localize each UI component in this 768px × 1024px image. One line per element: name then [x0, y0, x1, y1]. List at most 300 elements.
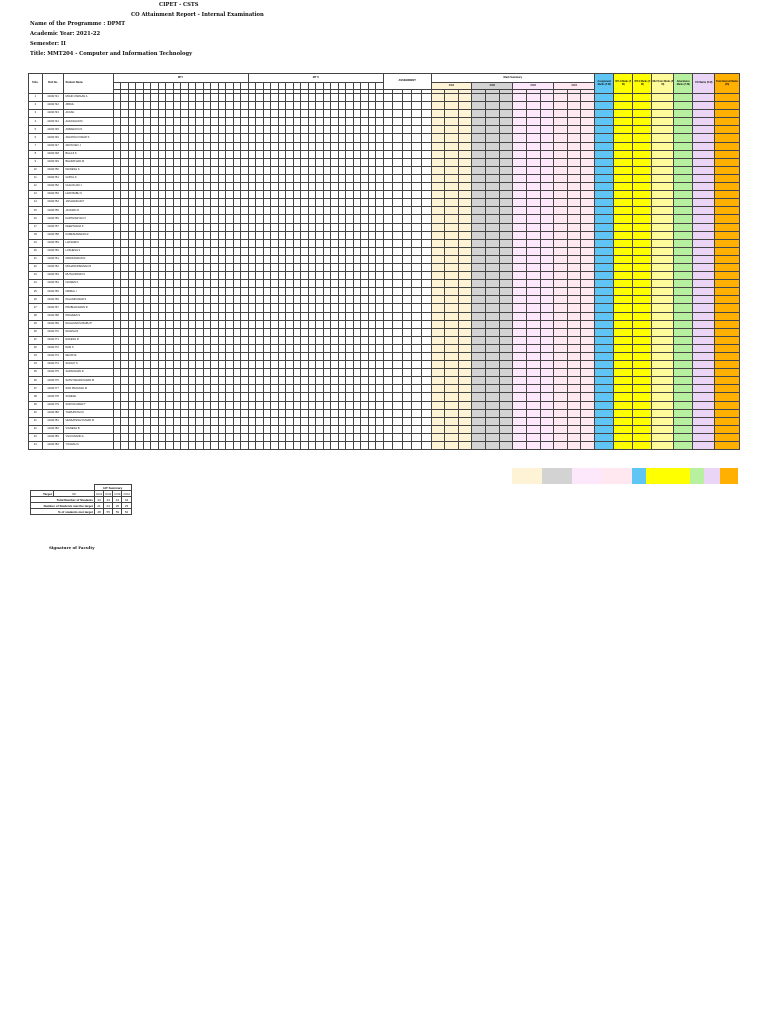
mark-cell	[241, 344, 249, 352]
mark-cell	[338, 174, 346, 182]
mark-cell	[188, 433, 196, 441]
mark-cell	[233, 353, 241, 361]
summary-cell	[540, 401, 554, 409]
mark-cell	[368, 272, 376, 280]
final-mark-cell	[693, 296, 715, 304]
mark-cell	[331, 401, 339, 409]
final-mark-cell	[614, 126, 633, 134]
mark-cell	[331, 102, 339, 110]
mark-cell	[158, 353, 166, 361]
summary-cell	[513, 433, 527, 441]
summary-cell	[486, 223, 500, 231]
mark-cell	[393, 296, 403, 304]
question-number-header	[113, 83, 121, 90]
student-name-cell: PRABHAKARAN R	[64, 304, 113, 312]
mark-cell	[368, 134, 376, 142]
mark-cell	[158, 199, 166, 207]
mark-cell	[301, 126, 309, 134]
mark-cell	[361, 118, 369, 126]
mark-cell	[263, 158, 271, 166]
mark-cell	[121, 223, 129, 231]
mark-cell	[346, 126, 354, 134]
mark-cell	[158, 417, 166, 425]
summary-cell	[554, 288, 568, 296]
mark-cell	[301, 417, 309, 425]
mark-cell	[323, 272, 331, 280]
mark-cell	[393, 369, 403, 377]
question-number-header	[376, 83, 384, 90]
summary-cell	[472, 312, 486, 320]
final-mark-cell	[652, 94, 674, 102]
sno-cell: 40	[29, 409, 43, 417]
summary-cell	[499, 142, 513, 150]
mark-cell	[301, 433, 309, 441]
mark-cell	[136, 247, 144, 255]
mark-cell	[173, 191, 181, 199]
mark-cell	[248, 199, 256, 207]
mark-cell	[323, 191, 331, 199]
summary-cell	[431, 361, 445, 369]
final-mark-cell	[693, 255, 715, 263]
mark-cell	[226, 433, 234, 441]
mark-cell	[383, 126, 393, 134]
mark-cell	[293, 344, 301, 352]
summary-cell	[431, 110, 445, 118]
mark-cell	[323, 280, 331, 288]
mark-cell	[271, 231, 279, 239]
mark-cell	[412, 288, 422, 296]
mark-cell	[331, 94, 339, 102]
mark-cell	[121, 215, 129, 223]
mark-cell	[383, 288, 393, 296]
mark-cell	[196, 231, 204, 239]
summary-cell	[526, 158, 540, 166]
mark-cell	[353, 280, 361, 288]
mark-cell	[173, 231, 181, 239]
summary-cell	[554, 158, 568, 166]
mark-cell	[211, 304, 219, 312]
mark-cell	[211, 110, 219, 118]
roll-cell: 41021778	[42, 393, 64, 401]
final-mark-cell	[674, 142, 693, 150]
final-mark-cell	[633, 272, 652, 280]
mark-cell	[173, 247, 181, 255]
mark-cell	[143, 239, 151, 247]
mark-cell	[331, 118, 339, 126]
mark-cell	[316, 312, 324, 320]
mark-cell	[346, 134, 354, 142]
summary-cell: 52	[122, 509, 131, 515]
summary-cell	[458, 247, 472, 255]
mark-cell	[188, 320, 196, 328]
mid-term-header: Mid Term Marks (5 M)	[652, 74, 674, 94]
mark-cell	[151, 433, 159, 441]
table-row	[29, 361, 740, 369]
table-row	[29, 320, 740, 328]
mark-cell	[188, 118, 196, 126]
question-number-header	[188, 83, 196, 90]
mark-cell	[316, 272, 324, 280]
final-mark-cell	[674, 247, 693, 255]
mark-cell	[113, 288, 121, 296]
mark-cell	[278, 409, 286, 417]
mark-cell	[301, 191, 309, 199]
mark-cell	[293, 425, 301, 433]
summary-cell	[554, 336, 568, 344]
final-mark-cell	[693, 126, 715, 134]
mark-cell	[158, 385, 166, 393]
final-mark-cell	[633, 166, 652, 174]
mark-cell	[331, 377, 339, 385]
summary-cell	[458, 118, 472, 126]
mark-cell	[286, 409, 294, 417]
summary-cell	[486, 183, 500, 191]
mark-cell	[173, 118, 181, 126]
question-number-header	[338, 83, 346, 90]
summary-cell	[526, 288, 540, 296]
mark-cell	[278, 401, 286, 409]
table-row	[29, 126, 740, 134]
mark-cell	[316, 280, 324, 288]
mark-cell	[113, 361, 121, 369]
mark-cell	[316, 353, 324, 361]
mark-cell	[113, 102, 121, 110]
mark-cell	[181, 247, 189, 255]
sno-cell: 32	[29, 344, 43, 352]
mark-cell	[233, 280, 241, 288]
mark-cell	[233, 320, 241, 328]
mark-cell	[323, 385, 331, 393]
mark-cell	[393, 191, 403, 199]
summary-cell	[472, 336, 486, 344]
mark-cell	[211, 344, 219, 352]
final-mark-cell	[652, 158, 674, 166]
mark-cell	[393, 231, 403, 239]
mark-cell	[181, 377, 189, 385]
mark-cell	[248, 417, 256, 425]
final-mark-cell	[595, 442, 614, 450]
mark-cell	[248, 336, 256, 344]
mark-cell	[181, 263, 189, 271]
question-number-header	[136, 83, 144, 90]
mark-cell	[136, 239, 144, 247]
mark-cell	[241, 183, 249, 191]
summary-cell	[567, 126, 581, 134]
summary-cell	[486, 150, 500, 158]
final-mark-cell	[674, 207, 693, 215]
mark-cell	[121, 183, 129, 191]
student-name-cell: ARUN DEV J	[64, 142, 113, 150]
mark-cell	[293, 150, 301, 158]
mark-cell	[256, 263, 264, 271]
summary-cell	[458, 288, 472, 296]
mark-cell	[248, 207, 256, 215]
mark-cell	[376, 296, 384, 304]
final-mark-cell	[652, 174, 674, 182]
mark-cell	[271, 385, 279, 393]
summary-cell	[458, 442, 472, 450]
mark-cell	[346, 231, 354, 239]
mark-cell	[211, 272, 219, 280]
mark-cell	[346, 166, 354, 174]
sno-cell: 42	[29, 425, 43, 433]
mark-cell	[346, 215, 354, 223]
mark-cell	[113, 369, 121, 377]
summary-cell	[486, 255, 500, 263]
mark-cell	[361, 296, 369, 304]
mark-cell	[143, 280, 151, 288]
final-mark-cell	[652, 328, 674, 336]
mark-cell	[136, 353, 144, 361]
final-mark-cell	[614, 191, 633, 199]
final-mark-cell	[693, 223, 715, 231]
mark-cell	[421, 280, 431, 288]
summary-cell	[472, 417, 486, 425]
table-row	[29, 134, 740, 142]
summary-cell	[445, 231, 459, 239]
mark-cell	[241, 239, 249, 247]
mark-cell	[256, 110, 264, 118]
summary-cell	[554, 409, 568, 417]
mark-cell	[323, 263, 331, 271]
mark-cell	[331, 223, 339, 231]
final-mark-cell	[674, 385, 693, 393]
mark-cell	[271, 126, 279, 134]
summary-cell	[540, 199, 554, 207]
mark-cell	[402, 158, 412, 166]
mark-cell	[203, 191, 211, 199]
mark-cell	[293, 320, 301, 328]
final-mark-cell	[652, 296, 674, 304]
mark-cell	[113, 199, 121, 207]
final-mark-cell	[652, 183, 674, 191]
final-mark-cell	[674, 263, 693, 271]
summary-cell	[540, 353, 554, 361]
mark-cell	[151, 328, 159, 336]
final-mark-cell	[614, 110, 633, 118]
summary-cell	[567, 280, 581, 288]
mark-cell	[338, 215, 346, 223]
summary-cell	[499, 433, 513, 441]
final-mark-cell	[674, 118, 693, 126]
summary-cell	[526, 272, 540, 280]
summary-cell	[526, 215, 540, 223]
mark-cell	[121, 207, 129, 215]
mark-cell	[293, 304, 301, 312]
final-mark-cell	[595, 353, 614, 361]
mark-cell	[376, 183, 384, 191]
summary-cell	[540, 442, 554, 450]
mark-cell	[301, 255, 309, 263]
roll-cell: 41021774	[42, 361, 64, 369]
mark-cell	[393, 102, 403, 110]
mark-cell	[402, 304, 412, 312]
mark-cell	[143, 304, 151, 312]
roll-cell: 41021767	[42, 304, 64, 312]
mark-cell	[278, 94, 286, 102]
final-mark-cell	[614, 369, 633, 377]
summary-cell	[486, 158, 500, 166]
summary-cell	[581, 312, 595, 320]
mark-cell	[181, 207, 189, 215]
mark-cell	[361, 110, 369, 118]
mark-cell	[421, 134, 431, 142]
summary-cell	[431, 409, 445, 417]
summary-cell	[540, 280, 554, 288]
mark-cell	[323, 409, 331, 417]
co-marks-header: CO Marks (5 M)	[693, 74, 715, 94]
summary-cell	[431, 126, 445, 134]
mark-cell	[211, 336, 219, 344]
summary-cell	[458, 207, 472, 215]
final-mark-cell	[595, 377, 614, 385]
mark-cell	[196, 239, 204, 247]
final-mark-cell	[674, 344, 693, 352]
final-mark-cell	[595, 174, 614, 182]
mark-cell	[121, 255, 129, 263]
mark-cell	[368, 425, 376, 433]
mark-cell	[263, 425, 271, 433]
summary-cell	[499, 377, 513, 385]
summary-cell	[431, 304, 445, 312]
summary-cell	[472, 263, 486, 271]
mark-cell	[271, 312, 279, 320]
roll-cell: 41021747	[42, 142, 64, 150]
mark-cell	[346, 272, 354, 280]
mark-cell	[241, 255, 249, 263]
summary-cell	[458, 280, 472, 288]
mark-cell	[353, 223, 361, 231]
mark-cell	[143, 312, 151, 320]
mark-cell	[368, 102, 376, 110]
mark-cell	[158, 336, 166, 344]
mark-cell	[128, 288, 136, 296]
mark-cell	[113, 385, 121, 393]
mark-cell	[136, 272, 144, 280]
summary-cell	[513, 158, 527, 166]
final-mark-cell	[652, 272, 674, 280]
mark-cell	[203, 102, 211, 110]
mark-cell	[136, 231, 144, 239]
mark-cell	[166, 361, 174, 369]
mark-cell	[421, 247, 431, 255]
mark-cell	[151, 312, 159, 320]
mark-cell	[173, 215, 181, 223]
question-number-header	[323, 83, 331, 90]
sno-cell: 10	[29, 166, 43, 174]
final-mark-cell	[614, 223, 633, 231]
summary-cell	[458, 361, 472, 369]
mark-cell	[181, 142, 189, 150]
mark-cell	[402, 166, 412, 174]
summary-cell	[526, 296, 540, 304]
summary-cell	[445, 126, 459, 134]
mark-cell	[121, 312, 129, 320]
mark-cell	[323, 126, 331, 134]
final-mark-cell	[633, 377, 652, 385]
summary-cell	[526, 361, 540, 369]
mark-cell	[323, 223, 331, 231]
summary-cell	[445, 142, 459, 150]
mark-cell	[233, 183, 241, 191]
summary-cell	[472, 255, 486, 263]
final-mark-cell	[633, 110, 652, 118]
mark-cell	[316, 377, 324, 385]
mark-cell	[278, 102, 286, 110]
summary-cell	[540, 385, 554, 393]
mark-cell	[188, 223, 196, 231]
summary-cell	[526, 425, 540, 433]
question-number-header	[151, 83, 159, 90]
final-mark-cell	[674, 328, 693, 336]
mark-cell	[383, 166, 393, 174]
mark-cell	[151, 183, 159, 191]
mark-cell	[203, 207, 211, 215]
mark-cell	[308, 433, 316, 441]
summary-cell	[554, 393, 568, 401]
mark-cell	[286, 433, 294, 441]
mark-cell	[346, 377, 354, 385]
summary-cell	[472, 425, 486, 433]
summary-cell	[458, 320, 472, 328]
summary-cell	[472, 126, 486, 134]
mark-cell	[203, 118, 211, 126]
final-mark-cell	[614, 304, 633, 312]
mark-cell	[271, 255, 279, 263]
final-mark-cell	[633, 353, 652, 361]
mark-cell	[338, 272, 346, 280]
mark-cell	[316, 263, 324, 271]
summary-cell	[486, 94, 500, 102]
mark-cell	[181, 272, 189, 280]
mark-cell	[421, 304, 431, 312]
roll-cell: 41021753	[42, 191, 64, 199]
mark-cell	[316, 183, 324, 191]
mark-cell	[376, 417, 384, 425]
summary-cell	[581, 150, 595, 158]
summary-cell	[486, 312, 500, 320]
mark-cell	[151, 231, 159, 239]
mark-cell	[368, 320, 376, 328]
co-summary-header: CO3	[513, 83, 554, 90]
final-mark-cell	[674, 191, 693, 199]
final-mark-cell	[595, 312, 614, 320]
final-mark-cell	[652, 377, 674, 385]
mark-cell	[151, 288, 159, 296]
summary-cell	[567, 94, 581, 102]
mark-cell	[113, 231, 121, 239]
mark-cell	[271, 280, 279, 288]
summary-cell	[445, 191, 459, 199]
mark-cell	[203, 401, 211, 409]
mark-cell	[412, 425, 422, 433]
mark-cell	[256, 401, 264, 409]
mark-cell	[188, 336, 196, 344]
student-name-cell: ABDUL	[64, 102, 113, 110]
mark-cell	[353, 158, 361, 166]
mark-cell	[196, 158, 204, 166]
mark-cell	[393, 247, 403, 255]
final-mark-cell	[633, 263, 652, 271]
final-mark-cell	[715, 126, 740, 134]
mark-cell	[308, 223, 316, 231]
final-mark-cell	[674, 239, 693, 247]
summary-cell	[567, 409, 581, 417]
summary-cell	[486, 344, 500, 352]
mark-cell	[316, 255, 324, 263]
mark-cell	[181, 353, 189, 361]
summary-cell	[540, 207, 554, 215]
